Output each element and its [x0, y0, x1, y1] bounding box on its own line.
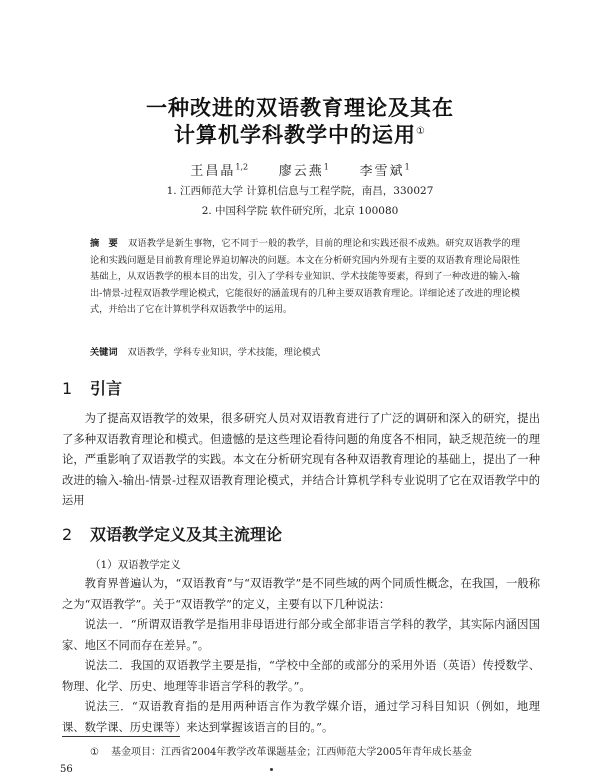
section-number: 2	[62, 525, 73, 544]
page-number: 56	[60, 764, 73, 775]
footnote-divider	[62, 736, 180, 737]
paper-title-text: 计算机学科教学中的运用	[174, 123, 417, 147]
intro-paragraph: 为了提高双语教学的效果，很多研究人员对双语教育进行了广泛的调研和深入的研究，提出了多种双语教育理论和模式。但遗憾的是这些理论看待问题的角度各不相同，缺乏规范统一的理论，严重影响了双语教学的实践。本文在分析研究现有各种双语教育理论的基础上，提出了一种改进的输入-输出-情景-过程双语教育理论模式，并结合计算机学科专业说明了它在双语教学中的运用	[62, 412, 540, 507]
author-affil-mark: 1	[323, 162, 329, 172]
section-heading-1	[62, 376, 122, 399]
body-paragraph: 说法一．“所谓双语教学是指用非母语进行部分或全部非语言学科的教学，其实际内涵因国家、地区不同而存在差异。”。	[62, 618, 540, 652]
title-footnote-mark: ①	[416, 126, 426, 137]
section-title: 双语教学定义及其主流理论	[90, 525, 283, 544]
abstract	[90, 236, 520, 319]
section-title: 引言	[90, 379, 123, 398]
footnote-text: 基金项目：江西省2004年教学改革课题基金；江西师范大学2005年青年成长基金	[110, 747, 472, 758]
keywords-label: 关键词	[90, 347, 118, 358]
author-affil-mark: 1	[404, 162, 410, 172]
paper-title-line1: 一种改进的双语教育理论及其在	[146, 96, 454, 120]
author-name: 廖云燕	[278, 164, 324, 179]
body-paragraph: 教育界普遍认为，“双语教育”与“双语教学”是不同些域的两个同质性概念，在我国，一般称之为“双语教学”。关于“双语教学”的定义，主要有以下几种说法：	[62, 577, 540, 611]
author-name: 王昌晶	[190, 164, 236, 179]
keywords	[90, 344, 520, 358]
author-name: 李雪斌	[359, 164, 405, 179]
affiliation-2: 2. 中国科学院 软件研究所，北京 100080	[201, 205, 399, 217]
affiliation-1: 1. 江西师范大学 计算机信息与工程学院，南昌，330027	[166, 185, 434, 197]
body-paragraph: 说法二．我国的双语教学主要是指，“学校中全部的或部分的采用外语（英语）传授数学、物理、化学、历史、地理等非语言学科的教学。”。	[62, 659, 540, 693]
footnote	[90, 743, 472, 758]
scan-speck	[270, 768, 273, 771]
section-heading-2	[62, 522, 282, 545]
body-paragraph: 说法三．“双语教育指的是用两种语言作为教学媒介语，通过学习科目知识（例如，地理课、数学课、历史课等）来达到掌握该语言的目的。”。	[62, 700, 540, 734]
footnote-mark: ①	[90, 747, 99, 758]
paper-title-line2	[0, 119, 600, 149]
abstract-text: 双语教学是新生事物，它不同于一般的教学，目前的理论和实践还很不成熟。研究双语教学的理论和实践问题是目前教育理论界迫切解决的问题。本文在分析研究国内外现有主要的双语教育理论局限性基础上，从双语教学的根本目的出发，引入了学科专业知识、学术技能等要素，得到了一种改进的输入-输出-情景-过程双语教学理论模式，它能很好的涵盖现有的几种主要双语教育理论。详细论述了改进的理论模式，并给出了它在计算机学科双语教学中的运用。	[90, 238, 521, 315]
author-list	[0, 160, 600, 179]
keywords-text: 双语教学，学科专业知识，学术技能，理论模式	[127, 347, 321, 358]
author-affil-mark: 1,2	[235, 162, 249, 172]
abstract-label: 摘 要	[90, 238, 119, 249]
subsection-heading: （1）双语教学定义	[90, 559, 181, 571]
section-number: 1	[62, 379, 73, 398]
